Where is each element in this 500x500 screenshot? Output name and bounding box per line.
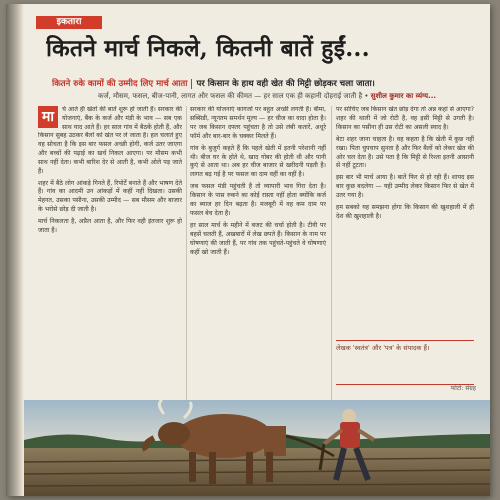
author-note: लेखक 'स्वतंत्र' और 'पत्र' के संपादक हैं। [336, 340, 474, 385]
column-1-lead [62, 106, 182, 130]
byline-text: कर्ज, मौसम, फसल, बीज-पानी, लागत और फसल की कीमत — हर साल एक ही कहानी दोहराई जाती है • [98, 92, 369, 100]
article-headline: कितने मार्च निकले, कितनी बातें हुईं... [46, 35, 370, 62]
page-spine-shadow [6, 4, 24, 496]
col3-paragraph: बेटा शहर जाना चाहता है। वह कहता है कि खेती में कुछ नहीं रखा। पिता चुपचाप सुनता है और फिर बैलों को लेकर खेत की ओर चल देता है। उसे पता है कि मिट्टी से रिश्ता इतनी आसानी से नहीं टूटता। [336, 135, 474, 170]
col3-paragraph: इस बार भी मार्च आया है। बातें फिर से हो रही हैं। शायद इस बार कुछ बदलेगा — यही उम्मीद लेकर किसान फिर से खेत में उतर गया है। [336, 174, 474, 200]
byline-author: सुशील कुमार का व्यंग्य... [370, 92, 437, 100]
magazine-page [6, 4, 490, 496]
column-rule [186, 106, 187, 406]
article-byline [98, 91, 478, 101]
subhead-black-part: पर किसान के हाथ वही खेत की मिट्टी छोड़कर चला जाता। [196, 79, 375, 89]
subhead-divider [191, 79, 192, 89]
farmer-ploughing-photo [24, 400, 490, 496]
col2-paragraph: हर साल मार्च के महीने में बजट की चर्चा होती है। टीवी पर बहसें चलती हैं, अखबारों में लेख छपते हैं। किसान के नाम पर घोषणाएं की जाती हैं, पर गांव तक पहुंचते-पहुंचते वे घोषणाएं कहीं खो जाती हैं। [190, 221, 326, 256]
column-rule [331, 106, 332, 406]
col3-paragraph: हम सबको यह समझना होगा कि किसान की खुशहाली में ही देश की खुशहाली है। [336, 204, 474, 220]
col1-paragraph: शहर में बैठे लोग आंकड़े गिनते हैं, रिपोर्टें बनाते हैं और भाषण देते हैं। गांव का आदमी उन आंकड़ों में कहीं नहीं दिखता। उसकी मेहनत, उसका पसीना, उसकी उम्मीद — सब मौसम और बाजार के भरोसे छोड़ दी जाती है। [38, 179, 182, 214]
column-1 [38, 132, 182, 414]
column-3 [336, 106, 474, 334]
col2-paragraph: जब फसल मंडी पहुंचती है तो व्यापारी भाव गिरा देता है। किसान के पास रुकने का कोई रास्ता नहीं होता क्योंकि कर्ज का ब्याज हर दिन बढ़ता है। मजबूरी में वह कम दाम पर फसल बेच देता है। [190, 183, 326, 217]
article-subhead [52, 78, 472, 90]
col2-paragraph: सरकार की योजनाएं कागजों पर बहुत अच्छी लगती हैं। बीमा, सब्सिडी, न्यूनतम समर्थन मूल्य — हर चीज का वादा होता है। पर जब किसान दफ्तर पहुंचता है तो उसे लंबी कतारें, अधूरे फॉर्म और बार-बार के चक्कर मिलते हैं। [190, 106, 326, 140]
section-tag: इकतारा [36, 16, 102, 29]
column-2 [190, 106, 326, 414]
photo-caption: फोटो: संग्रह [450, 385, 476, 392]
subhead-red-part: कितने रुके कामों की उम्मीद लिए मार्च आता [52, 79, 188, 89]
drop-cap: मा [38, 106, 58, 128]
col1-paragraph: र्च आते ही खेतों की बातें शुरू हो जाती हैं। सरकार की योजनाएं, बैंक के कर्ज और मंडी के भाव — सब एक साथ याद आते हैं। हर साल गांव में बैठकें होती हैं, और [62, 106, 182, 130]
col1-paragraph: किसान सुबह उठकर बैलों को खेत पर ले जाता है। हल चलाते हुए वह सोचता है कि इस बार फसल अच्छी होगी, कर्ज उतर जाएगा और बच्चों की पढ़ाई का खर्च निकल आएगा। पर मौसम कभी साथ नहीं देता। कभी बारिश देर से आती है, कभी ओले पड़ जाते हैं। [38, 132, 182, 175]
col3-paragraph: पर सोचिए जब किसान खेत छोड़ देगा तो अन्न कहां से आएगा? शहर की थाली में जो रोटी है, वह इसी मिट्टी से उगती है। किसान का पसीना ही उस रोटी का असली स्वाद है। [336, 106, 474, 131]
col1-paragraph: मार्च निकलता है, अप्रैल आता है, और फिर वही इंतजार शुरू हो जाता है। [38, 218, 182, 235]
col2-paragraph: गांव के बुजुर्ग कहते हैं कि पहले खेती में इतनी परेशानी नहीं थी। बीज घर के होते थे, खाद गोबर की होती थी और पानी कुएं से आता था। अब हर चीज बाजार से खरीदनी पड़ती है। लागत बढ़ गई है पर फसल का दाम वहीं का वहीं है। [190, 144, 326, 179]
